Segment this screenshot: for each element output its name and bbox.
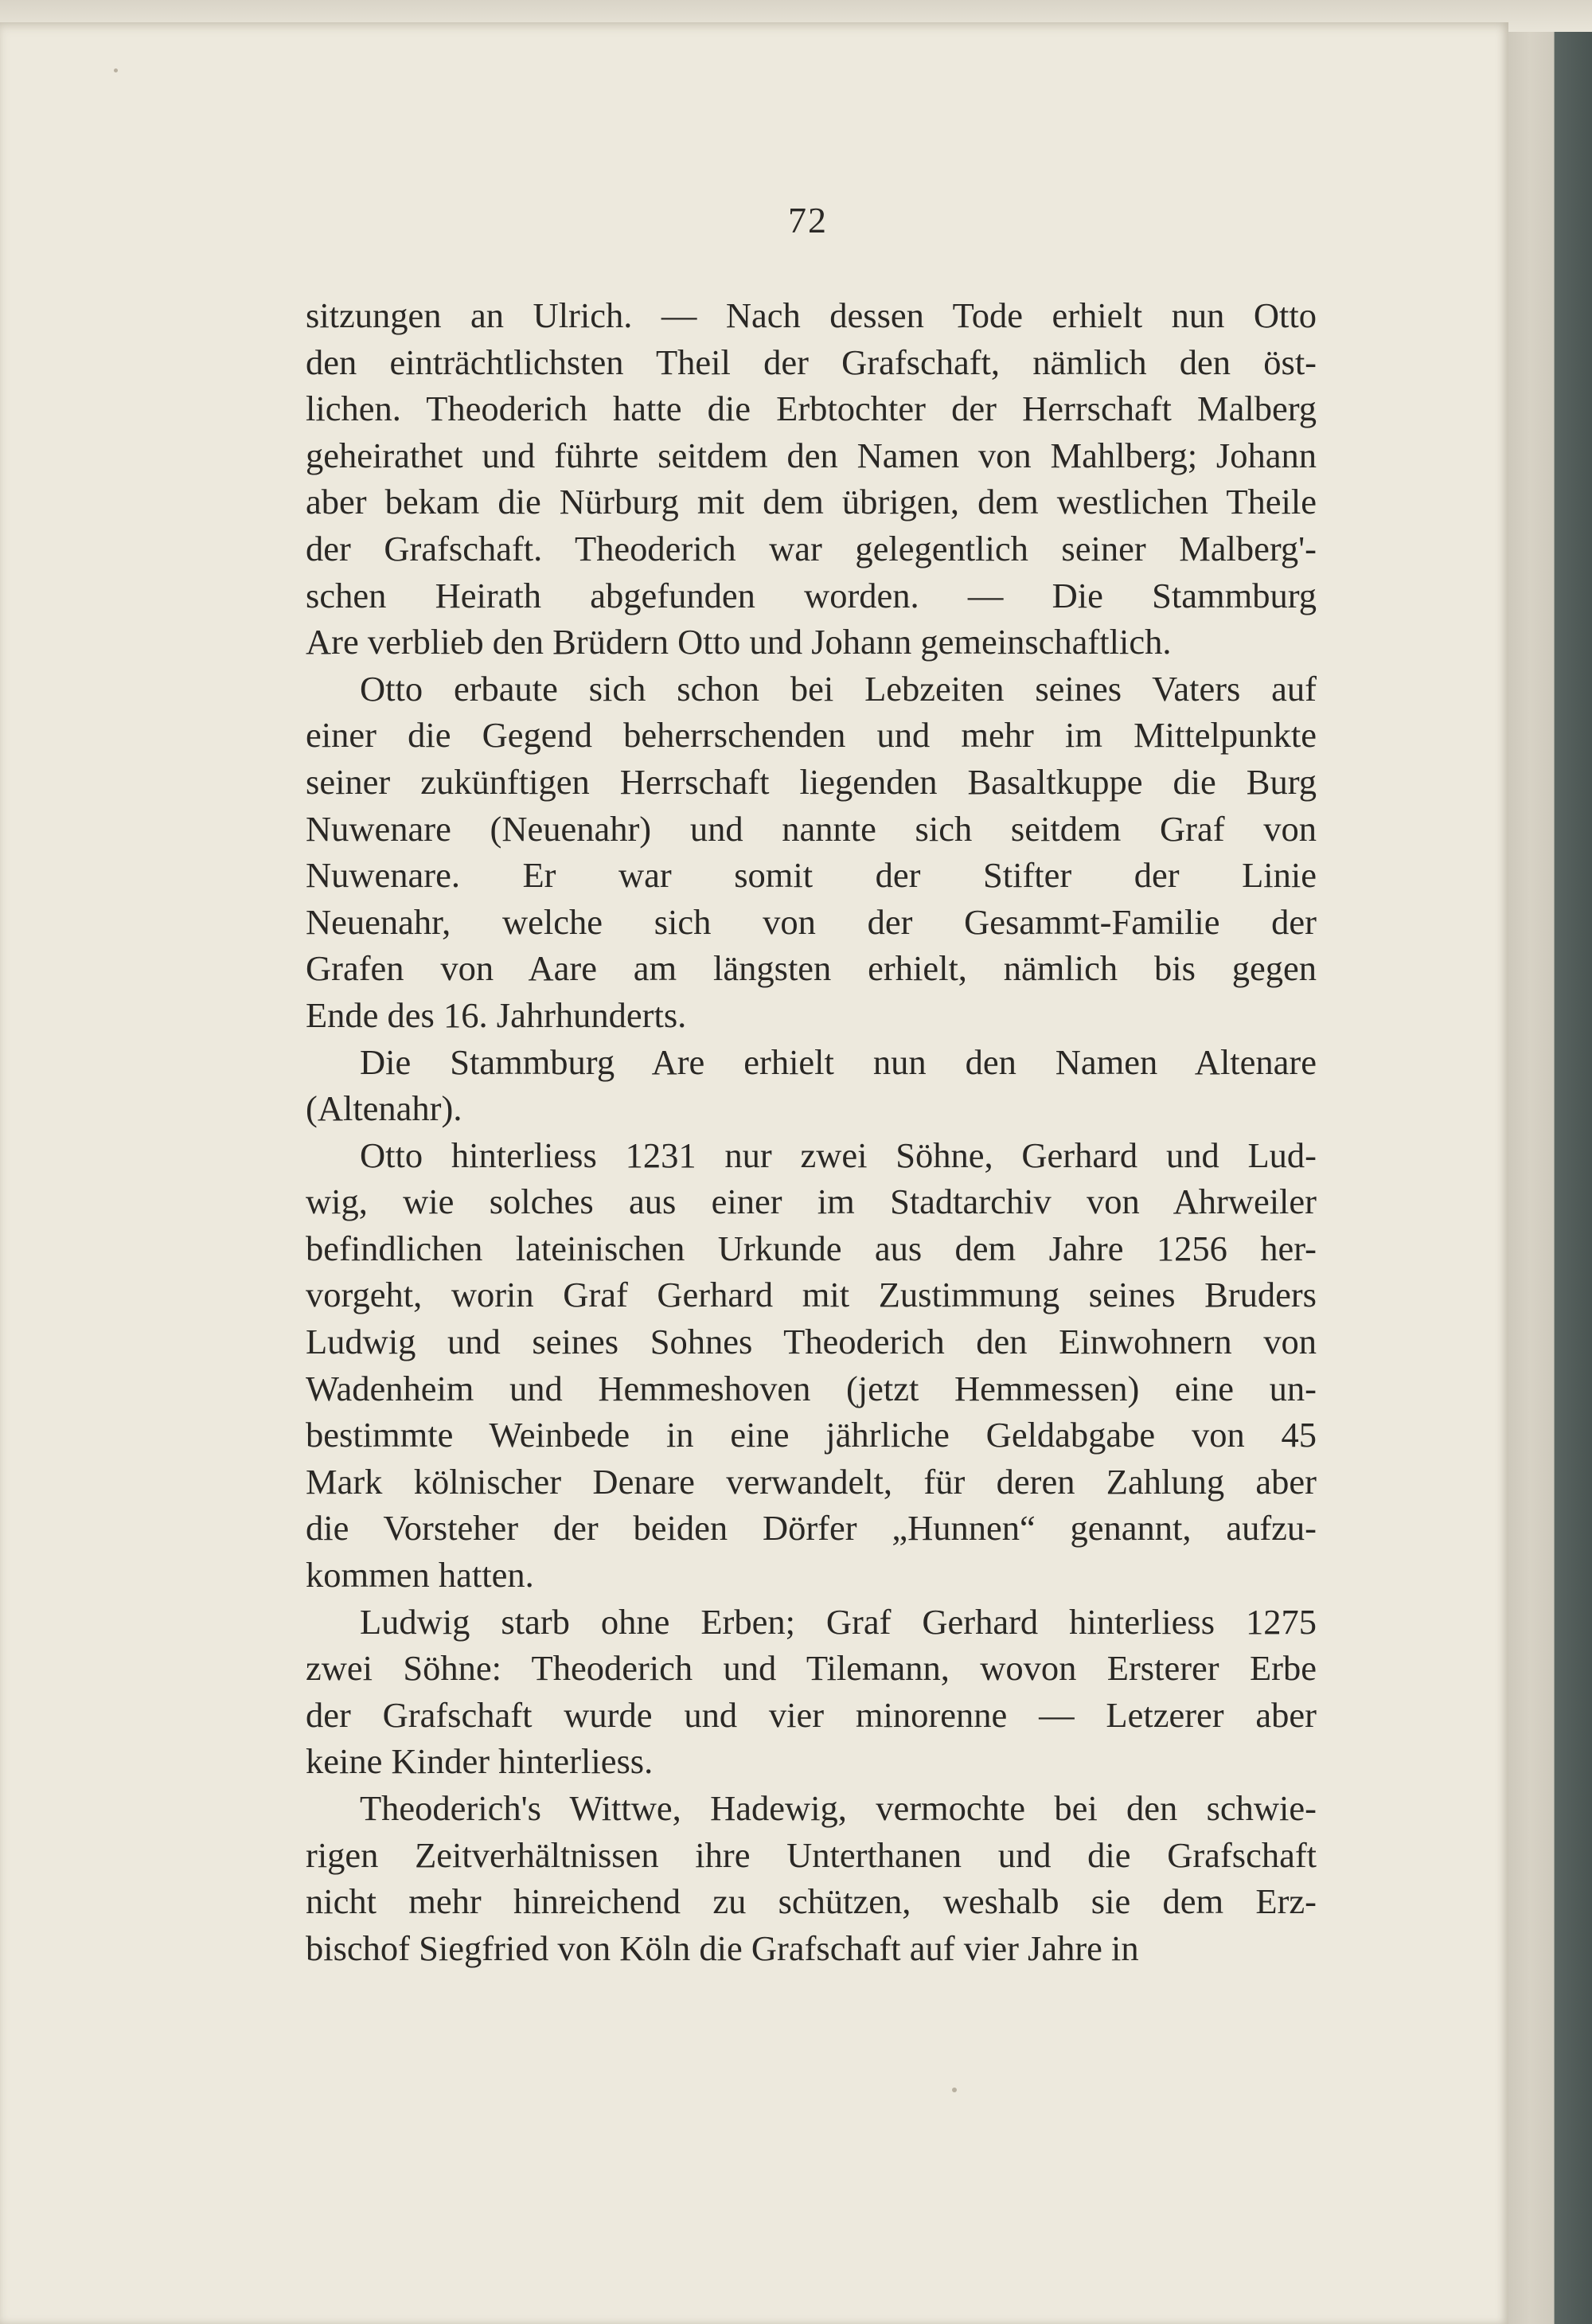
- text-line: kommen hatten.: [306, 1555, 534, 1596]
- text-line: der Grafschaft. Theoderich war gelegentlich seiner Malberg'-: [306, 528, 1317, 568]
- text-line: Ende des 16. Jahrhunderts.: [306, 994, 687, 1035]
- text-line: nicht mehr hinreichend zu schützen, weshalb sie dem Erz-: [306, 1881, 1317, 1922]
- text-line: sitzungen an Ulrich. — Nach dessen Tode erhielt nun Otto: [306, 295, 1317, 335]
- book-edge: [1496, 0, 1592, 2324]
- text-line: Mark kölnischer Denare verwandelt, für deren Zahlung aber: [306, 1461, 1317, 1502]
- paper-speck: [952, 2088, 957, 2092]
- text-line: rigen Zeitverhältnissen ihre Unterthanen und die Grafschaft: [306, 1834, 1317, 1875]
- text-line: bestimmte Weinbede in eine jährliche Geldabgabe von 45: [306, 1415, 1317, 1455]
- text-line: Wadenheim und Hemmeshoven (jetzt Hemmessen) eine un-: [306, 1368, 1317, 1408]
- text-line: die Vorsteher der beiden Dörfer „Hunnen“ genannt, aufzu-: [306, 1508, 1317, 1549]
- text-line: den einträchtlichsten Theil der Grafschaft, nämlich den öst-: [306, 342, 1317, 382]
- text-line: Otto erbaute sich schon bei Lebzeiten seines Vaters auf: [360, 668, 1317, 709]
- text-line: Neuenahr, welche sich von der Gesammt-Familie der: [306, 901, 1317, 942]
- text-line: keine Kinder hinterliess.: [306, 1741, 654, 1782]
- text-line: Otto hinterliess 1231 nur zwei Söhne, Gerhard und Lud-: [360, 1135, 1317, 1175]
- text-line: Theoderich's Wittwe, Hadewig, vermochte bei den schwie-: [360, 1788, 1317, 1828]
- text-line: Nuwenare (Neuenahr) und nannte sich seitdem Graf von: [306, 808, 1317, 849]
- text-line: zwei Söhne: Theoderich und Tilemann, wovon Ersterer Erbe: [306, 1648, 1317, 1689]
- text-line: befindlichen lateinischen Urkunde aus dem Jahre 1256 her-: [306, 1228, 1317, 1268]
- text-line: schen Heirath abgefunden worden. — Die Stammburg: [306, 575, 1317, 615]
- text-line: vorgeht, worin Graf Gerhard mit Zustimmung seines Bruders: [306, 1275, 1317, 1315]
- text-line: bischof Siegfried von Köln die Grafschaft auf vier Jahre in: [306, 1928, 1139, 1968]
- text-line: seiner zukünftigen Herrschaft liegenden Basaltkuppe die Burg: [306, 761, 1317, 802]
- text-line: (Altenahr).: [306, 1088, 462, 1129]
- text-line: geheirathet und führte seitdem den Namen von Mahlberg; Johann: [306, 435, 1317, 475]
- text-line: Die Stammburg Are erhielt nun den Namen Altenare: [360, 1041, 1317, 1082]
- text-line: Nuwenare. Er war somit der Stifter der Linie: [306, 855, 1317, 896]
- text-line: der Grafschaft wurde und vier minorenne — Letzerer aber: [306, 1694, 1317, 1735]
- text-line: Ludwig starb ohne Erben; Graf Gerhard hinterliess 1275: [360, 1601, 1317, 1642]
- paper-speck: [114, 68, 118, 72]
- text-line: Grafen von Aare am längsten erhielt, nämlich bis gegen: [306, 948, 1317, 989]
- text-line: Are verblieb den Brüdern Otto und Johann gemeinschaftlich.: [306, 622, 1172, 662]
- text-line: wig, wie solches aus einer im Stadtarchiv von Ahrweiler: [306, 1182, 1317, 1222]
- body-text: [306, 292, 1317, 1971]
- text-line: Ludwig und seines Sohnes Theoderich den Einwohnern von: [306, 1322, 1317, 1362]
- page-number: 72: [788, 200, 828, 240]
- text-line: aber bekam die Nürburg mit dem übrigen, dem westlichen Theile: [306, 482, 1317, 522]
- text-line: einer die Gegend beherrschenden und mehr im Mittelpunkte: [306, 715, 1317, 756]
- text-line: lichen. Theoderich hatte die Erbtochter der Herrschaft Malberg: [306, 389, 1317, 429]
